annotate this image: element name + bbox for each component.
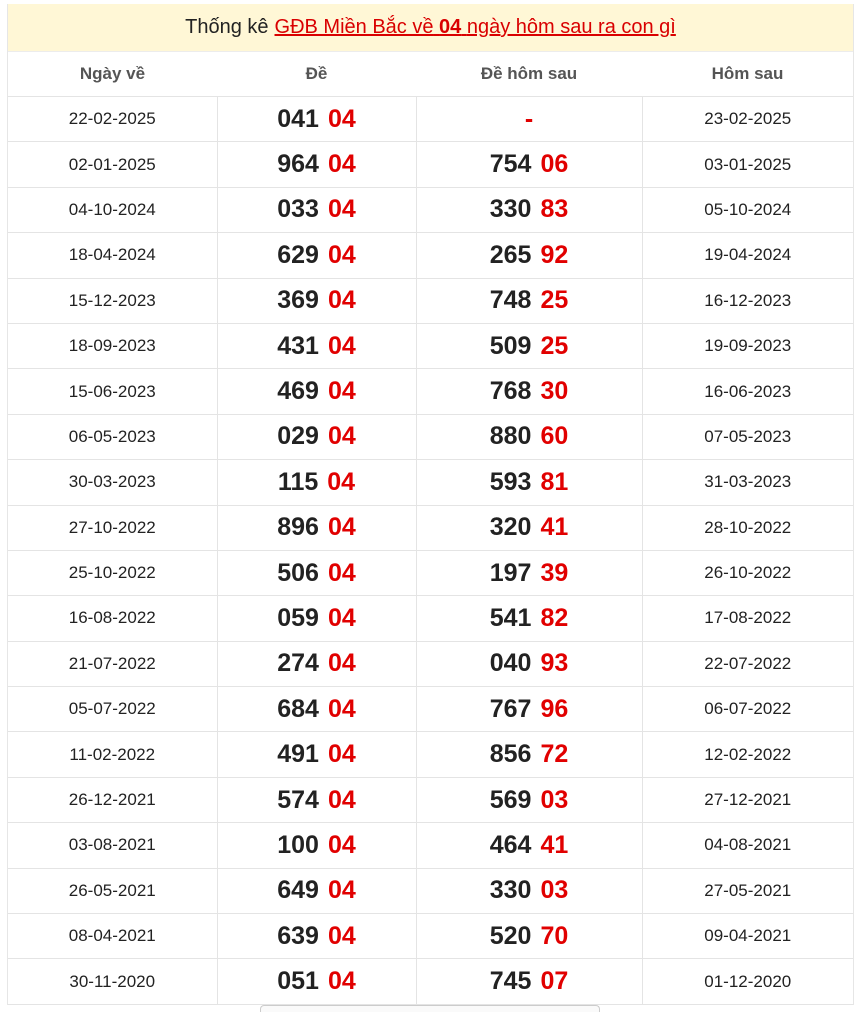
de-cell <box>217 641 416 686</box>
de-tail: 04 <box>327 921 356 950</box>
title-link-number: 04 <box>439 16 462 38</box>
next-de-tail: 03 <box>540 785 569 814</box>
next-de-cell <box>416 323 642 368</box>
de-head: 574 <box>277 785 319 814</box>
next-de-tail: 41 <box>540 513 569 542</box>
next-de-tail: 93 <box>540 649 569 678</box>
de-cell <box>217 97 416 142</box>
next-de-dash: - <box>524 104 534 133</box>
table-row <box>8 732 853 777</box>
next-date-cell: 27-12-2021 <box>642 777 853 822</box>
date-cell: 18-04-2024 <box>8 233 217 278</box>
de-tail: 04 <box>327 785 356 814</box>
next-de-tail: 07 <box>540 967 569 996</box>
next-de-tail: 72 <box>540 740 569 769</box>
de-tail: 04 <box>327 694 356 723</box>
next-de-head: 197 <box>489 558 532 587</box>
de-tail: 04 <box>327 967 356 996</box>
de-head: 033 <box>277 195 319 224</box>
next-de-head: 265 <box>489 240 532 269</box>
next-de-tail: 96 <box>540 694 569 723</box>
date-cell: 27-10-2022 <box>8 505 217 550</box>
next-date-cell: 09-04-2021 <box>642 914 853 959</box>
de-head: 051 <box>277 967 319 996</box>
de-head: 100 <box>277 830 319 859</box>
next-de-head: 767 <box>489 694 532 723</box>
de-tail: 04 <box>327 240 356 269</box>
date-cell: 30-03-2023 <box>8 460 217 505</box>
de-cell <box>217 732 416 777</box>
date-cell: 08-04-2021 <box>8 914 217 959</box>
column-header-date: Ngày về <box>8 52 217 97</box>
next-de-cell <box>416 823 642 868</box>
de-head: 041 <box>277 104 319 133</box>
de-cell <box>217 868 416 913</box>
date-cell: 05-07-2022 <box>8 687 217 732</box>
next-de-head: 856 <box>489 740 532 769</box>
stats-panel <box>7 4 854 1005</box>
next-de-cell <box>416 732 642 777</box>
column-header-next-date: Hôm sau <box>642 52 853 97</box>
table-row <box>8 323 853 368</box>
next-date-cell: 22-07-2022 <box>642 641 853 686</box>
date-cell: 26-12-2021 <box>8 777 217 822</box>
de-cell <box>217 777 416 822</box>
date-cell: 30-11-2020 <box>8 959 217 1004</box>
date-cell: 11-02-2022 <box>8 732 217 777</box>
next-date-cell: 31-03-2023 <box>642 460 853 505</box>
results-table <box>8 52 853 1005</box>
table-row <box>8 278 853 323</box>
de-head: 639 <box>277 921 319 950</box>
table-row <box>8 550 853 595</box>
title-link-part1: GĐB Miền Bắc về <box>274 16 434 38</box>
date-cell: 22-02-2025 <box>8 97 217 142</box>
de-tail: 04 <box>327 104 356 133</box>
next-de-cell <box>416 641 642 686</box>
de-tail: 04 <box>327 876 356 905</box>
de-head: 115 <box>277 467 319 496</box>
next-de-cell <box>416 687 642 732</box>
next-de-cell <box>416 142 642 187</box>
table-row <box>8 687 853 732</box>
table-row <box>8 914 853 959</box>
de-cell <box>217 414 416 459</box>
de-head: 684 <box>277 694 319 723</box>
de-cell <box>217 959 416 1004</box>
next-date-cell: 06-07-2022 <box>642 687 853 732</box>
column-header-next-de: Đề hôm sau <box>416 52 642 97</box>
next-de-cell <box>416 187 642 232</box>
de-head: 649 <box>277 876 319 905</box>
next-de-cell <box>416 369 642 414</box>
next-de-cell <box>416 596 642 641</box>
de-head: 029 <box>277 422 319 451</box>
de-cell <box>217 914 416 959</box>
next-de-cell <box>416 550 642 595</box>
date-cell: 02-01-2025 <box>8 142 217 187</box>
table-row <box>8 414 853 459</box>
next-de-head: 754 <box>489 150 532 179</box>
de-tail: 04 <box>327 150 356 179</box>
de-cell <box>217 323 416 368</box>
de-cell <box>217 278 416 323</box>
table-row <box>8 823 853 868</box>
table-header-row <box>8 52 853 97</box>
date-cell: 04-10-2024 <box>8 187 217 232</box>
bottom-scroll-element[interactable] <box>260 1005 600 1012</box>
next-de-tail: 70 <box>540 921 569 950</box>
table-row <box>8 641 853 686</box>
next-de-tail: 82 <box>540 603 569 632</box>
de-head: 964 <box>277 150 319 179</box>
de-tail: 04 <box>327 603 356 632</box>
date-cell: 15-12-2023 <box>8 278 217 323</box>
de-head: 491 <box>277 740 319 769</box>
next-date-cell: 12-02-2022 <box>642 732 853 777</box>
next-de-tail: 25 <box>540 286 569 315</box>
next-de-head: 569 <box>489 785 532 814</box>
table-row <box>8 460 853 505</box>
de-tail: 04 <box>327 558 356 587</box>
de-tail: 04 <box>327 422 356 451</box>
next-date-cell: 28-10-2022 <box>642 505 853 550</box>
de-head: 431 <box>277 331 319 360</box>
next-de-head: 464 <box>489 830 532 859</box>
next-de-head: 593 <box>489 467 532 496</box>
next-de-tail: 60 <box>540 422 569 451</box>
next-de-tail: 83 <box>540 195 569 224</box>
date-cell: 26-05-2021 <box>8 868 217 913</box>
next-de-head: 880 <box>489 422 532 451</box>
de-head: 506 <box>277 558 319 587</box>
next-de-head: 541 <box>489 603 532 632</box>
table-row <box>8 959 853 1004</box>
next-de-tail: 06 <box>540 150 569 179</box>
next-date-cell: 26-10-2022 <box>642 550 853 595</box>
de-head: 059 <box>277 603 319 632</box>
next-de-cell <box>416 777 642 822</box>
de-tail: 04 <box>327 649 356 678</box>
table-row <box>8 596 853 641</box>
date-cell: 03-08-2021 <box>8 823 217 868</box>
date-cell: 06-05-2023 <box>8 414 217 459</box>
next-de-tail: 30 <box>540 377 569 406</box>
date-cell: 15-06-2023 <box>8 369 217 414</box>
de-head: 274 <box>277 649 319 678</box>
next-de-tail: 41 <box>540 830 569 859</box>
de-cell <box>217 233 416 278</box>
next-de-cell <box>416 233 642 278</box>
date-cell: 25-10-2022 <box>8 550 217 595</box>
de-cell <box>217 823 416 868</box>
next-date-cell: 19-09-2023 <box>642 323 853 368</box>
table-row <box>8 369 853 414</box>
next-de-cell <box>416 505 642 550</box>
next-de-head: 320 <box>489 513 532 542</box>
date-cell: 21-07-2022 <box>8 641 217 686</box>
de-tail: 04 <box>327 467 356 496</box>
table-row <box>8 97 853 142</box>
de-head: 896 <box>277 513 319 542</box>
column-header-de: Đề <box>217 52 416 97</box>
next-de-tail: 03 <box>540 876 569 905</box>
next-date-cell: 16-06-2023 <box>642 369 853 414</box>
table-row <box>8 187 853 232</box>
table-row <box>8 505 853 550</box>
next-date-cell: 19-04-2024 <box>642 233 853 278</box>
next-date-cell: 17-08-2022 <box>642 596 853 641</box>
de-cell <box>217 687 416 732</box>
de-cell <box>217 596 416 641</box>
de-tail: 04 <box>327 286 356 315</box>
next-de-head: 520 <box>489 921 532 950</box>
de-cell <box>217 369 416 414</box>
next-de-tail: 92 <box>540 240 569 269</box>
date-cell: 16-08-2022 <box>8 596 217 641</box>
next-date-cell: 07-05-2023 <box>642 414 853 459</box>
table-row <box>8 142 853 187</box>
title-link-part2: ngày hôm sau ra con gì <box>466 16 676 38</box>
next-date-cell: 01-12-2020 <box>642 959 853 1004</box>
page-title <box>8 4 853 52</box>
de-tail: 04 <box>327 513 356 542</box>
next-de-cell <box>416 460 642 505</box>
date-cell: 18-09-2023 <box>8 323 217 368</box>
next-de-head: 040 <box>489 649 532 678</box>
next-date-cell: 05-10-2024 <box>642 187 853 232</box>
next-de-head: 330 <box>489 876 532 905</box>
next-de-cell <box>416 414 642 459</box>
next-de-head: 768 <box>489 377 532 406</box>
de-cell <box>217 187 416 232</box>
de-head: 369 <box>277 286 319 315</box>
de-cell <box>217 460 416 505</box>
de-tail: 04 <box>327 331 356 360</box>
next-date-cell: 04-08-2021 <box>642 823 853 868</box>
table-row <box>8 868 853 913</box>
next-de-tail: 81 <box>540 467 569 496</box>
de-cell <box>217 550 416 595</box>
next-de-head: 745 <box>489 967 532 996</box>
de-tail: 04 <box>327 740 356 769</box>
next-date-cell: 27-05-2021 <box>642 868 853 913</box>
table-row <box>8 233 853 278</box>
de-head: 469 <box>277 377 319 406</box>
de-cell <box>217 142 416 187</box>
de-cell <box>217 505 416 550</box>
next-date-cell: 16-12-2023 <box>642 278 853 323</box>
next-de-cell <box>416 278 642 323</box>
next-date-cell: 23-02-2025 <box>642 97 853 142</box>
de-head: 629 <box>277 240 319 269</box>
table-row <box>8 777 853 822</box>
next-de-head: 748 <box>489 286 532 315</box>
title-link[interactable] <box>275 16 676 39</box>
next-de-cell <box>416 959 642 1004</box>
next-de-cell <box>416 97 642 142</box>
next-de-cell <box>416 868 642 913</box>
next-de-head: 509 <box>489 331 532 360</box>
de-tail: 04 <box>327 377 356 406</box>
de-tail: 04 <box>327 195 356 224</box>
next-de-cell <box>416 914 642 959</box>
next-de-tail: 25 <box>540 331 569 360</box>
next-date-cell: 03-01-2025 <box>642 142 853 187</box>
next-de-head: 330 <box>489 195 532 224</box>
de-tail: 04 <box>327 830 356 859</box>
title-prefix: Thống kê <box>185 16 269 38</box>
next-de-tail: 39 <box>540 558 569 587</box>
